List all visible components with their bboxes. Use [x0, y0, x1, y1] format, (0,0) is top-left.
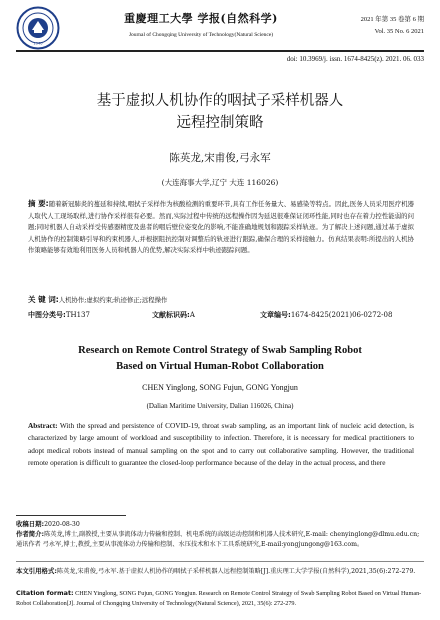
journal-name-cn: 重慶理工大學 学报(自然科学): [124, 12, 278, 25]
keywords-text: 人机协作;虚拟约束;轨迹修正;远程操作: [58, 296, 168, 304]
university-seal-icon: [16, 6, 60, 50]
authors-en: CHEN Yinglong, SONG Fujun, GONG Yongjun: [142, 383, 298, 392]
paper-title-cn: [40, 90, 400, 134]
abstract-en-text: With the spread and persistence of COVID-19, throat swab sampling, as an important link of nucleic acid detection, is characterized by large amount of workload and susceptibility to infection. Therefore, it is necessary for medical practitioners to adopt medical robots instead of manual sampling on the spot and to carry out collaborative sampling. However, the traditional remote operation is difficult to guarantee the closed-loop performance because of the delay in the actual process, and there: [28, 421, 414, 467]
affiliation-cn: (大连海事大学,辽宁 大连 116026): [161, 178, 279, 187]
citation-en-label: Citation format:: [16, 589, 74, 597]
author-intro-label: 作者简介:: [16, 530, 45, 538]
keywords-label: 关 键 词:: [28, 295, 59, 304]
footnote-rule: [16, 515, 126, 516]
header-rule: [16, 50, 424, 52]
title-en-line2: Based on Virtual Human-Robot Collaboration: [116, 361, 324, 372]
footnote-divider: [16, 561, 424, 562]
author-intro-text: 陈英龙,博士,副教授,主要从事流体动力传输和控制、机电系统的高级运动控制和机器人技术研究,E-mail: chenyinglong@dlmu.edu.cn;通讯作者 弓永军,博士,教授,主要从事流体动力传输和控制、水压技术和水下工具系统研究,E-mail:yongjungong@163.com。: [16, 531, 420, 548]
affiliation-en: (Dalian Maritime University, Dalian 116026, China): [146, 402, 294, 410]
citation-cn-text: 陈英龙,宋甫俊,弓永军.基于虚拟人机协作的咽拭子采样机器人远程控制策略[J].重庆理工大学学报(自然科学),2021,35(6):272-279.: [56, 568, 416, 575]
journal-name: [76, 10, 326, 38]
doc-code-value: A: [189, 311, 195, 319]
doc-code-label: 文献标识码:: [152, 311, 190, 319]
received-label: 收稿日期:: [16, 520, 45, 528]
title-cn-line1: 基于虚拟人机协作的咽拭子采样机器人: [96, 93, 344, 109]
clc-number: [28, 310, 90, 320]
title-en-line1: Research on Remote Control Strategy of Swab Sampling Robot: [78, 345, 362, 356]
abstract-en: [28, 420, 414, 469]
paper-title-en: [20, 343, 420, 375]
abstract-en-label: Abstract:: [28, 421, 58, 430]
citation-cn: [16, 566, 424, 577]
abstract-cn-text: 随着新冠肺炎的蔓延和持续,咽拭子采样作为核酸检测的重要环节,具有工作任务量大、易感染等特点。因此,医务人员采用医疗机器人取代人工现场取样,进行协作采样很有必要。然而,实际过程中传统的远程操作因为延迟很难保证闭环性能,同时也存在着力控性能弱的问题;同时机器人自动采样受传感器精度及患者的咽后壁位姿变化的影响,不能准确地规划和跟踪采样轨迹。为了解决上述问题,通过基于虚拟人机协作的控制策略引导和约束机器人,并根据阻抗控制对调整后的轨迹进行跟踪,确保合理的采样接触力。仿真结果表明:所提出的人机协作策略能够有效地利用医务人员和机器人的优势,解决实际采样中轨迹跟踪问题。: [28, 200, 414, 254]
clc-label: 中图分类号:: [28, 311, 66, 319]
issue-cn: 2021 年第 35 卷第 6 期: [360, 16, 424, 23]
author-introduction: [16, 529, 424, 550]
doi: doi: 10.3969/j. issn. 1674-8425(z). 2021. 06. 033: [286, 55, 424, 63]
journal-name-en: Journal of Chongqing University of Technology(Natural Science): [128, 32, 274, 38]
article-number: [260, 310, 392, 320]
logo-year: 1940: [33, 41, 43, 46]
citation-en: [16, 588, 424, 609]
article-no-value: 1674-8425(2021)06-0272-08: [290, 311, 393, 319]
journal-header: [16, 6, 424, 60]
citation-en-text: CHEN Yinglong, SONG Fujun, GONG Yongjun. Research on Remote Control Strategy of Swab Sampling Robot Based on Virtual Human-Robot Collaboration[J]. Journal of Chongqing University of Technology(Natural Science), 2021, 35(6): 272-279.: [16, 590, 422, 607]
abstract-cn: [28, 198, 414, 257]
classification-row: [28, 310, 414, 322]
issue-en: Vol. 35 No. 6 2021: [374, 28, 424, 35]
clc-value: TH137: [65, 311, 90, 319]
received-value: 2020-08-30: [44, 521, 80, 528]
authors-cn: 陈英龙,宋甫俊,弓永军: [169, 152, 271, 164]
citation-cn-label: 本文引用格式:: [16, 567, 57, 575]
document-code: [152, 310, 195, 320]
article-no-label: 文章编号:: [260, 311, 291, 319]
title-cn-line2: 远程控制策略: [176, 115, 264, 131]
issue-info: [361, 14, 424, 38]
abstract-cn-label: 摘 要:: [28, 199, 49, 208]
keywords-cn: [28, 294, 414, 305]
